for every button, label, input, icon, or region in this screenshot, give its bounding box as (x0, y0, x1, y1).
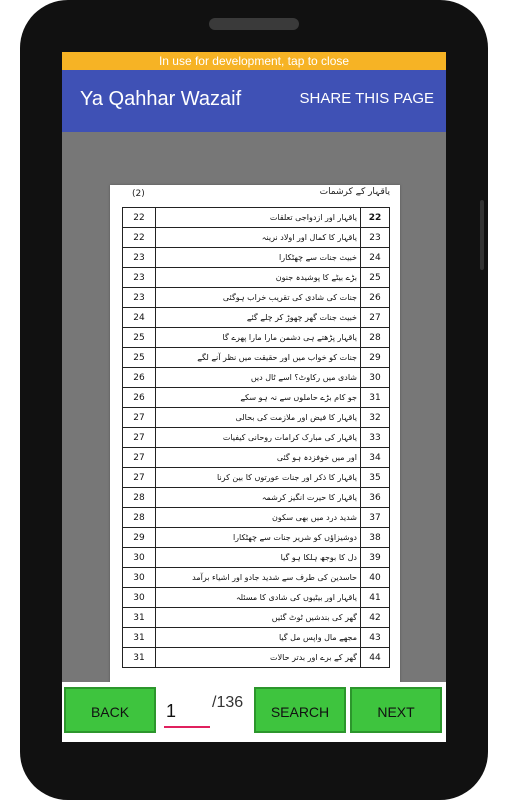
toc-title: یاقہار کا فیض اور ملازمت کی بحالی (156, 408, 361, 428)
toc-title: دوشیزاؤں کو شریر جنات سے چھٹکارا (156, 528, 361, 548)
bottom-bar (62, 682, 446, 742)
toc-title: یاقہار کا کمال اور اولاد نرینہ (156, 228, 361, 248)
toc-title: خبیث جنات سے چھٹکارا (156, 248, 361, 268)
table-row (123, 208, 390, 228)
toc-page: 28 (123, 488, 156, 508)
share-page-button[interactable]: SHARE THIS PAGE (299, 90, 434, 107)
table-row (123, 628, 390, 648)
toc-number: 36 (361, 488, 390, 508)
toc-page: 25 (123, 328, 156, 348)
toc-page: 27 (123, 448, 156, 468)
toc-number: 31 (361, 388, 390, 408)
toc-page: 23 (123, 248, 156, 268)
toc-title: دل کا بوجھ ہلکا ہو گیا (156, 548, 361, 568)
table-row (123, 348, 390, 368)
table-row (123, 428, 390, 448)
toc-title: حاسدین کی طرف سے شدید جادو اور اشیاء برآمد (156, 568, 361, 588)
contents-table (122, 207, 390, 668)
toc-title: جنات کو خواب میں اور حقیقت میں نظر آنے لگے (156, 348, 361, 368)
toc-page: 27 (123, 428, 156, 448)
toc-number: 22 (361, 208, 390, 228)
speaker-grille (209, 18, 299, 30)
page-heading: یاقہار کے کرشمات (319, 187, 390, 197)
toc-number: 28 (361, 328, 390, 348)
toc-number: 42 (361, 608, 390, 628)
toc-page: 31 (123, 628, 156, 648)
toc-page: 27 (123, 468, 156, 488)
side-button (480, 200, 484, 270)
toc-number: 32 (361, 408, 390, 428)
table-row (123, 528, 390, 548)
toc-number: 38 (361, 528, 390, 548)
toc-page: 30 (123, 568, 156, 588)
back-button[interactable]: BACK (64, 687, 156, 733)
toc-page: 31 (123, 608, 156, 628)
toc-title: یاقہار کا ذکر اور جنات عورتوں کا بین کرنا (156, 468, 361, 488)
next-button[interactable]: NEXT (350, 687, 442, 733)
toc-title: گھر کی بندشیں ٹوٹ گئیں (156, 608, 361, 628)
page-number-input[interactable] (164, 696, 210, 728)
toc-title: یاقہار اور بیٹیوں کی شادی کا مسئلہ (156, 588, 361, 608)
table-row (123, 648, 390, 668)
app-screen (62, 52, 446, 742)
toc-page: 23 (123, 288, 156, 308)
toc-title: جنات کی شادی کی تقریب خراب ہوگئی (156, 288, 361, 308)
toc-title: یاقہار پڑھتے ہی دشمن مارا مارا پھرے گا (156, 328, 361, 348)
table-row (123, 568, 390, 588)
toc-number: 41 (361, 588, 390, 608)
toc-page: 23 (123, 268, 156, 288)
toc-title: شدید درد میں بھی سکون (156, 508, 361, 528)
toc-title: اور میں خوفزدہ ہو گئی (156, 448, 361, 468)
app-title: Ya Qahhar Wazaif (80, 88, 242, 110)
table-row (123, 408, 390, 428)
toc-number: 34 (361, 448, 390, 468)
toc-number: 27 (361, 308, 390, 328)
toc-page: 26 (123, 388, 156, 408)
toc-page: 22 (123, 208, 156, 228)
toc-title: مجھے مال واپس مل گیا (156, 628, 361, 648)
table-row (123, 588, 390, 608)
table-row (123, 388, 390, 408)
toc-number: 23 (361, 228, 390, 248)
toc-number: 26 (361, 288, 390, 308)
toc-number: 24 (361, 248, 390, 268)
table-row (123, 328, 390, 348)
toc-title: بڑے بیٹے کا پوشیدہ جنون (156, 268, 361, 288)
toc-number: 35 (361, 468, 390, 488)
toc-page: 25 (123, 348, 156, 368)
search-button[interactable]: SEARCH (254, 687, 346, 733)
toc-title: یاقہار اور ازدواجی تعلقات (156, 208, 361, 228)
toc-number: 25 (361, 268, 390, 288)
table-row (123, 288, 390, 308)
dev-banner[interactable]: In use for development, tap to close (62, 52, 446, 70)
toc-title: شادی میں رکاوٹ؟ اسے ٹال دیں (156, 368, 361, 388)
table-row (123, 248, 390, 268)
toc-number: 29 (361, 348, 390, 368)
table-row (123, 268, 390, 288)
page-number: (2) (132, 189, 145, 199)
toc-page: 30 (123, 548, 156, 568)
toc-title: گھر کے برے اور بدتر حالات (156, 648, 361, 668)
toc-number: 44 (361, 648, 390, 668)
toc-page: 26 (123, 368, 156, 388)
toc-number: 40 (361, 568, 390, 588)
toc-title: یاقہار کا حیرت انگیز کرشمہ (156, 488, 361, 508)
toc-page: 22 (123, 228, 156, 248)
table-row (123, 448, 390, 468)
toc-number: 39 (361, 548, 390, 568)
toc-page: 30 (123, 588, 156, 608)
toc-page: 27 (123, 408, 156, 428)
table-row (123, 488, 390, 508)
toc-number: 30 (361, 368, 390, 388)
table-row (123, 508, 390, 528)
app-bar (62, 70, 446, 132)
table-row (123, 608, 390, 628)
table-row (123, 308, 390, 328)
table-row (123, 368, 390, 388)
toc-page: 31 (123, 648, 156, 668)
table-row (123, 228, 390, 248)
toc-title: خبیث جنات گھر چھوڑ کر چلے گئے (156, 308, 361, 328)
table-row (123, 548, 390, 568)
toc-number: 33 (361, 428, 390, 448)
toc-number: 37 (361, 508, 390, 528)
toc-page: 28 (123, 508, 156, 528)
toc-page: 24 (123, 308, 156, 328)
toc-number: 43 (361, 628, 390, 648)
document-page (110, 185, 400, 685)
toc-title: جو کام بڑے حاملوں سے نہ ہو سکے (156, 388, 361, 408)
toc-title: یاقہار کی مبارک کرامات روحانی کیفیات (156, 428, 361, 448)
table-row (123, 468, 390, 488)
page-total: /136 (212, 694, 244, 711)
toc-page: 29 (123, 528, 156, 548)
